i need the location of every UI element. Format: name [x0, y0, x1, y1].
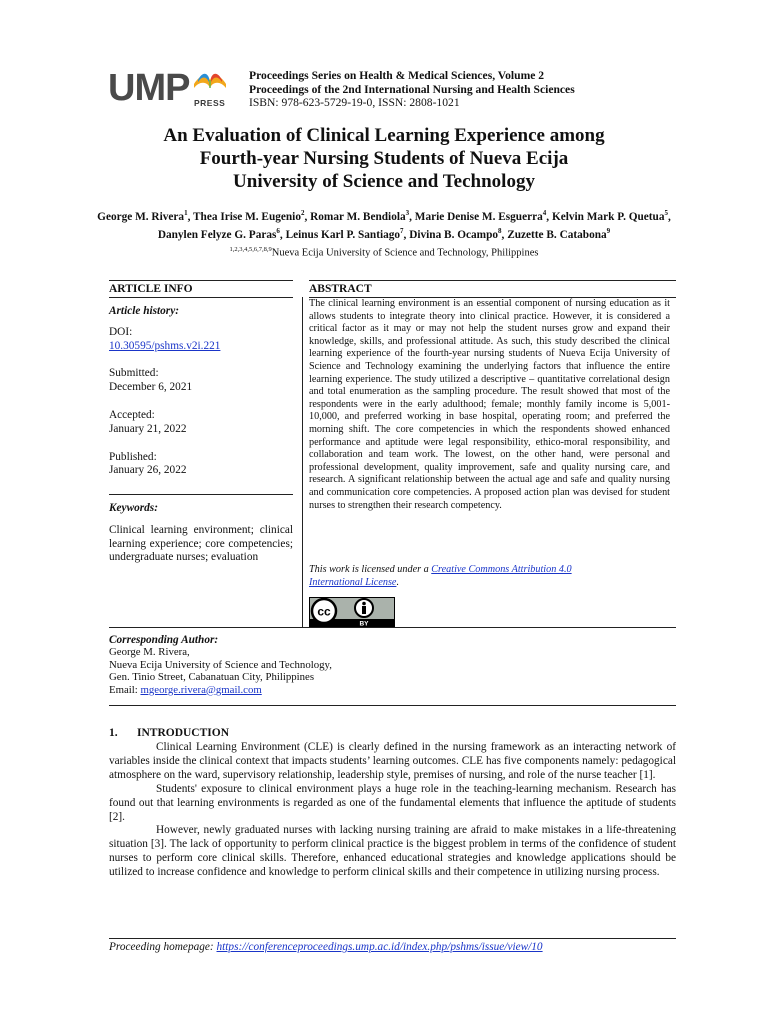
logo-text: UMP [108, 67, 190, 109]
submitted-label: Submitted: [109, 367, 159, 380]
email-link[interactable]: mgeorge.rivera@gmail.com [140, 683, 262, 696]
paragraph: Students' exposure to clinical environment plays a huge role in the teaching-learning mechanism. Research has found out that learning environments is regarded as one of the fundamental elements that influence the aptitude of students [2]. [109, 782, 676, 823]
cc-by-badge[interactable] [309, 597, 395, 627]
author: Thea Irise M. Eugenio$^2$ [193, 209, 305, 223]
introduction-body [109, 741, 676, 880]
keywords-block [109, 502, 293, 565]
license-link[interactable]: International License [309, 576, 397, 588]
published-date: January 26, 2022 [109, 464, 187, 477]
footer: Proceeding homepage: https://conferenceproceedings.ump.ac.id/index.php/pshms/issue/view/10 [109, 941, 543, 953]
affiliation: $^{1,2,3,4,5,6,7,8,9}$Nueva Ecija University of Science and Technology, Philippines [229, 246, 539, 259]
author: Danylen Felyze G. Paras$^6$ [157, 226, 280, 241]
homepage-link[interactable]: https://conferenceproceedings.ump.ac.id/index.php/pshms/issue/view/10 [216, 941, 543, 953]
corresponding-address: Gen. Tinio Street, Cabanatuan City, Philippines [109, 671, 315, 684]
license-notice: This work is licensed under a Creative Commons Attribution 4.0 International License. [309, 564, 572, 588]
svg-text:BY: BY [359, 620, 369, 627]
divider [109, 297, 293, 298]
article-history [109, 305, 293, 478]
corresponding-org: Nueva Ecija University of Science and Technology, [109, 658, 332, 671]
paragraph: Clinical Learning Environment (CLE) is clearly defined in the nursing framework as an interacting network of variables inside the clinical context that impacts students’ learning outcomes. CLE has five components namely: pedagogical atmosphere on the ward, supervisory relationship, leadership style, premises of nursing, and role of the nurse teacher [1]. [109, 741, 676, 781]
author: Romar M. Bendiola$^3$ [310, 209, 410, 223]
divider [109, 280, 293, 281]
abstract-text: The clinical learning environment is an essential component of nursing education as it allows students to integrate theory into clinical practice. However, it is considered a critical factor as it may or may not help the student nurses grow and expand their knowledge, skills, and professional attitude. As such, this study described the clinical learning experience of the fourth-year nursing students of Nueva Ecija University of Science and Technology examining the underlying factors that influence the entire learning experience. The study utilized a descriptive – quantitative correlational design and total enumeration as the sampling procedure. The result showed that most of the respondents were in the early adulthood; female; monthly family income is 5,001-10,000, and preferred working in base hospital, operating room; and preferred the morning shift. The core competencies in which the respondents showed enhanced performance and aptitude were legal responsibility, ethico-moral responsibility, and collaboration and team work. The lowest, on the other hand, were personal and professional development, quality improvement, safe and quality nursing care, and research. A significant relationship between the actual age and safe and quality nursing and communication core competencies. A proposed action plan was devised for student nurses to strengthen their research competency. [309, 298, 670, 511]
article-history-label: Article history: [109, 305, 179, 317]
paragraph: However, newly graduated nurses with lacking nursing training are afraid to make mistakes in a life-threatening situation [3]. The lack of opportunity to perform clinical practice is the biggest problem in terms of the confidence of student nurses to perform core clinical skills. Therefore, enhanced educational strategies and knowledge applications should be utilized to increase confidence and knowledge to perform clinical skills and their competence in utilizing nursing process. [109, 824, 676, 879]
abstract-heading: ABSTRACT [309, 283, 372, 295]
section-heading: 1. INTRODUCTION [109, 727, 230, 739]
keywords-text: Clinical learning environment; clinical learning experience; core competencies; undergraduate nurses; evaluation [109, 523, 293, 564]
cc-by-icon [309, 597, 395, 627]
divider [109, 938, 676, 939]
author: Divina B. Ocampo$^8$ [409, 226, 502, 241]
divider [302, 297, 303, 627]
divider [109, 627, 676, 628]
accepted-label: Accepted: [109, 408, 155, 421]
corresponding-author [109, 634, 509, 696]
author-list: George M. Rivera$^1$, Thea Irise M. Eugenio$^2$, Romar M. Bendiola$^3$, Marie Denise M. Esguerra$^4$, Kelvin Mark P. Quetua$^5$, Danylen Felyze G. Paras$^6$, Leinus Karl P. Santiago$^7$, Divina B. Ocampo$^8$, Zuzette B. Catabona$^9$ [97, 209, 671, 241]
open-book-icon [192, 70, 228, 96]
doi-label: DOI: [109, 325, 133, 338]
paper-title: An Evaluation of Clinical Learning Experience among Fourth-year Nursing Students of Nueva Ecija University of Science and Technology [163, 125, 605, 192]
corresponding-email-line: Email: mgeorge.rivera@gmail.com [109, 683, 262, 696]
author: Zuzette B. Catabona$^9$ [507, 226, 611, 241]
series-line: Proceedings Series on Health & Medical Sciences, Volume 2 [249, 69, 545, 82]
accepted-date: January 21, 2022 [109, 422, 187, 435]
article-info-heading: ARTICLE INFO [109, 283, 193, 295]
isbn-line: ISBN: 978-623-5729-19-0, ISSN: 2808-1021 [249, 96, 460, 110]
author: Marie Denise M. Esguerra$^4$ [414, 209, 547, 223]
proceedings-line: Proceedings of the 2nd International Nursing and Health Sciences [249, 82, 575, 96]
proceedings-header [249, 69, 575, 110]
divider [109, 494, 293, 495]
author: Leinus Karl P. Santiago$^7$ [285, 226, 404, 241]
divider [309, 280, 676, 281]
license-link[interactable]: Creative Commons Attribution 4.0 [431, 564, 572, 575]
submitted-date: December 6, 2021 [109, 381, 193, 394]
corresponding-label: Corresponding Author: [109, 634, 219, 646]
svg-text:cc: cc [317, 604, 331, 619]
corresponding-name: George M. Rivera, [109, 646, 190, 659]
doi-link[interactable]: 10.30595/pshms.v2i.221 [109, 339, 221, 352]
logo-press-text: PRESS [194, 98, 226, 108]
author: Kelvin Mark P. Quetua$^5$ [551, 209, 668, 223]
keywords-label: Keywords: [109, 502, 158, 514]
published-label: Published: [109, 450, 157, 463]
author: George M. Rivera$^1$ [97, 209, 188, 223]
publisher-logo [108, 68, 228, 112]
divider [109, 705, 676, 706]
